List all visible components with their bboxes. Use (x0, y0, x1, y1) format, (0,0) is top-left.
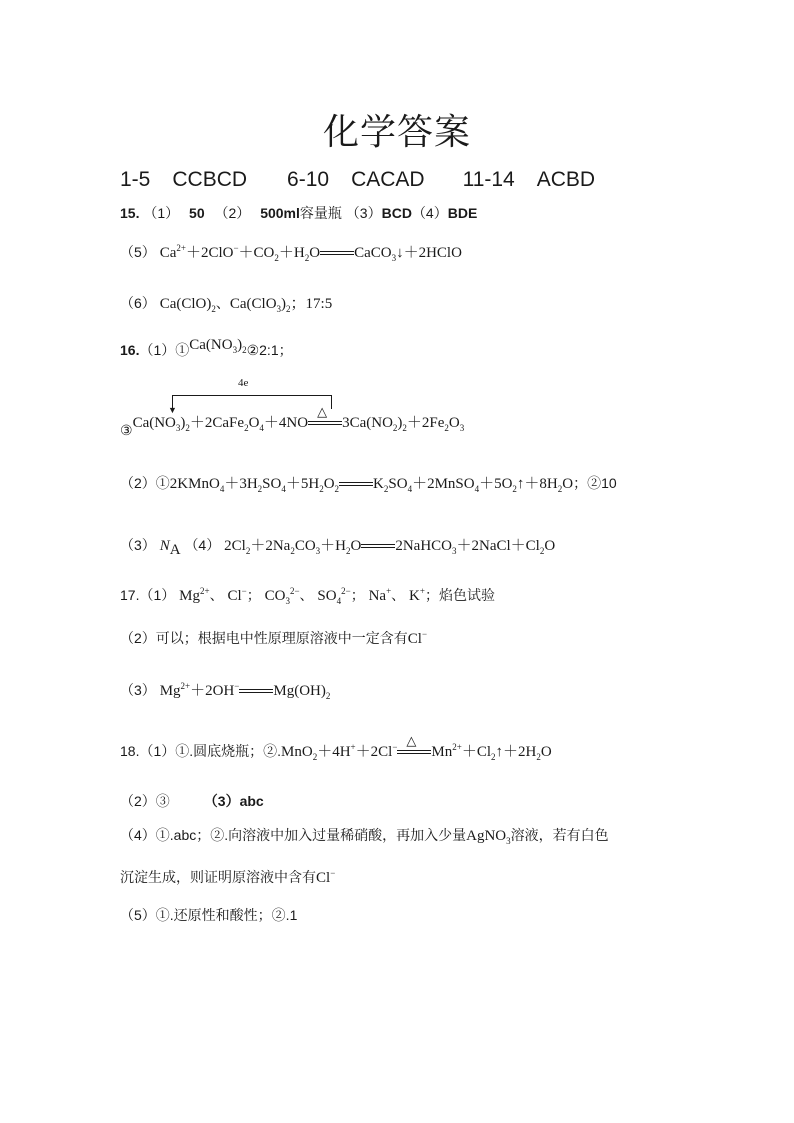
q18-line-5: （5）①.还原性和酸性；②.1 (120, 907, 298, 923)
mc-range-3: 11-14 (462, 168, 515, 191)
q17-line-2: （2）可以；根据电中性原理原溶液中一定含有Cl− (120, 629, 428, 647)
mc-range-2: 6-10 (287, 168, 330, 191)
q18-line-1: 18.（1）①.圆底烧瓶；②.MnO$_2$＋4H+＋2Cl− △ $Mn^{2+}+Cl_2↑+2H_2O$ (120, 732, 552, 762)
equation-15-5: $Ca^{2+}+2ClO^-+CO_2+H_2O$ CaCO$_3$↓＋2HClO (159, 243, 462, 263)
q16-line-1: $16.(1)①Ca(NO_3)_2②2:1$； (120, 337, 293, 358)
equation-16-2: $2KMnO_4+3H_2SO_4+5H_2O_2$ $K_2SO_4+2MnSO_4+5O_2↑+8H_2O$ (169, 476, 574, 494)
mc-answer-2: CACAD (351, 168, 425, 191)
q16-line-2: $(2)①2KMnO_4+3H_2SO_4+5H_2O_2$ $K_2SO_4+2MnSO_4+5O_2↑+8H_2O$；②10 (120, 475, 617, 494)
mc-answer-1: CCBCD (172, 168, 248, 191)
q18-line-2: （2）③ （3）abc (120, 793, 264, 809)
page-title: 化学答案 (322, 112, 471, 153)
electron-transfer-label: 4e (238, 377, 249, 389)
q15-line-1: 15. （1） 50 （2） 500ml容量瓶 （3）BCD（4）BDE (120, 205, 478, 221)
q15-line-6: （6） $Ca(ClO)_2$、$Ca(ClO_3)_2$；17:5 (120, 295, 333, 314)
equation-18-1: MnO$_2$＋4H+＋2Cl− △ $Mn^{2+}+Cl_2↑+2H_2O$ (281, 732, 552, 762)
multiple-choice-answers (120, 168, 617, 192)
q15-line-5: （5） $Ca^{2+}+2ClO^-+CO_2+H_2O$ CaCO$_3$↓＋2HClO (120, 243, 462, 263)
q16-line-3: $③Ca(NO_3)_2+2CaFe_2O_4+4NO$ △ $3Ca(NO_2)_2+2Fe_2O_3$ (120, 403, 465, 438)
mc-range-1: 1-5 (120, 168, 151, 191)
q18-line-4: （4）①.abc；②.向溶液中加入过量稀硝酸，再加入少量AgNO$_3$溶液，若有白色 (120, 827, 609, 846)
q16-line-34: （3） $N_A$ （4） $2Cl_2+2Na_2CO_3+H_2O$ $2NaHCO_3+2NaCl+Cl_2O$ (120, 537, 556, 558)
q17-line-3: （3） $Mg^{2+}+2OH^-$ $Mg(OH)_2$ (120, 681, 331, 701)
equation-16-3: $Ca(NO_3)_2+2CaFe_2O_4+4NO$ △ $3Ca(NO_2)_2+2Fe_2O_3$ (132, 403, 465, 433)
mc-answer-3: ACBD (536, 168, 596, 191)
equation-17-3: $Mg^{2+}+2OH^-$ $Mg(OH)_2$ (159, 681, 331, 701)
equation-16-4: $2Cl_2+2Na_2CO_3+H_2O$ $2NaHCO_3+2NaCl+Cl_2O$ (224, 538, 556, 556)
q17-line-1: 17.（1） $Mg^{2+}$、 Cl−； $CO_3^{2-}$、 $SO_4^{2-}$； Na+、 K+；焰色试验 (120, 586, 495, 606)
q18-line-4b: 沉淀生成，则证明原溶液中含有Cl− (120, 868, 336, 886)
electron-transfer-bracket: 4e ▼ (170, 381, 334, 411)
